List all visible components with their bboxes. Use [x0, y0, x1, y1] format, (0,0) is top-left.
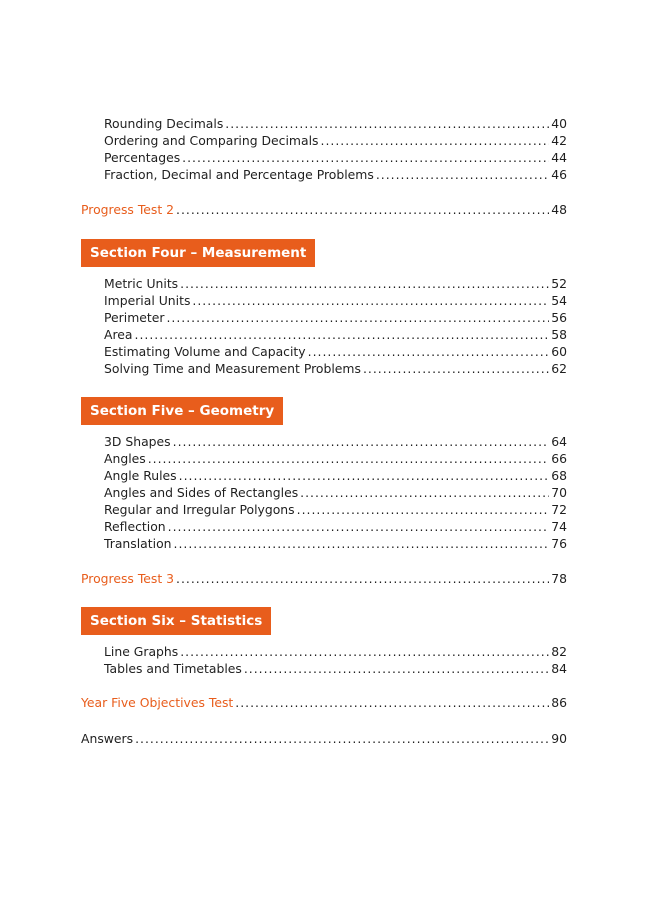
toc-entry-translation[interactable]: [104, 535, 567, 552]
toc-entry-page: 58: [551, 327, 567, 342]
toc-entry-title: Percentages: [104, 150, 181, 165]
toc-entry-title: Ordering and Comparing Decimals: [104, 133, 319, 148]
toc-entry-page: 86: [551, 695, 567, 710]
toc-entry-3d-shapes[interactable]: [104, 433, 567, 450]
toc-leader-dots: [225, 115, 549, 132]
toc-entry-page: 62: [551, 361, 567, 376]
toc-entry-title: Reflection: [104, 519, 166, 534]
toc-entry-polygons[interactable]: [104, 501, 567, 518]
toc-leader-dots: [135, 326, 550, 343]
toc-entry-page: 74: [551, 519, 567, 534]
toc-leader-dots: [176, 201, 549, 218]
toc-entry-page: 52: [551, 276, 567, 291]
toc-entry-title: Translation: [104, 536, 172, 551]
toc-entry-title: Metric Units: [104, 276, 179, 291]
toc-entry-perimeter[interactable]: [104, 309, 567, 326]
toc-entry-title: Angle Rules: [104, 468, 177, 483]
toc-entry-title: Progress Test 3: [81, 571, 175, 586]
toc-entry-metric-units[interactable]: [104, 275, 567, 292]
toc-entry-title: Solving Time and Measurement Problems: [104, 361, 361, 376]
toc-leader-dots: [173, 433, 550, 450]
toc-entry-title: Perimeter: [104, 310, 165, 325]
toc-entry-page: 54: [551, 293, 567, 308]
toc-entry-page: 46: [551, 167, 567, 182]
toc-entry-fdp-problems[interactable]: [104, 166, 567, 183]
toc-entry-page: 68: [551, 468, 567, 483]
toc-entry-progress-test-3[interactable]: [81, 570, 567, 587]
toc-entry-title: Progress Test 2: [81, 202, 175, 217]
toc-entry-page: 40: [551, 116, 567, 131]
toc-entry-page: 44: [551, 150, 567, 165]
toc-entry-title: Estimating Volume and Capacity: [104, 344, 306, 359]
toc-entry-page: 56: [551, 310, 567, 325]
toc-entry-page: 48: [551, 202, 567, 217]
toc-entry-percentages[interactable]: [104, 149, 567, 166]
toc-entry-ordering-decimals[interactable]: [104, 132, 567, 149]
toc-entry-page: 90: [551, 731, 567, 746]
toc-entry-page: 70: [551, 485, 567, 500]
toc-entry-page: 64: [551, 434, 567, 449]
toc-entry-answers[interactable]: [81, 730, 567, 747]
toc-entry-angles[interactable]: [104, 450, 567, 467]
toc-leader-dots: [235, 694, 549, 711]
toc-entry-page: 66: [551, 451, 567, 466]
toc-entry-imperial-units[interactable]: [104, 292, 567, 309]
toc-entry-title: Tables and Timetables: [104, 661, 242, 676]
toc-leader-dots: [176, 570, 549, 587]
toc-entry-title: Imperial Units: [104, 293, 191, 308]
toc-leader-dots: [182, 149, 549, 166]
toc-leader-dots: [308, 343, 550, 360]
toc-leader-dots: [363, 360, 549, 377]
toc-entry-line-graphs[interactable]: [104, 643, 567, 660]
toc-entry-progress-test-2[interactable]: [81, 201, 567, 218]
toc-entry-title: Angles and Sides of Rectangles: [104, 485, 299, 500]
toc-leader-dots: [180, 275, 549, 292]
toc-entry-tables-timetables[interactable]: [104, 660, 567, 677]
toc-leader-dots: [300, 484, 549, 501]
toc-leader-dots: [148, 450, 550, 467]
toc-entry-title: Rounding Decimals: [104, 116, 224, 131]
toc-leader-dots: [321, 132, 550, 149]
toc-entry-title: Area: [104, 327, 133, 342]
toc-entry-time-measurement[interactable]: [104, 360, 567, 377]
toc-entry-volume-capacity[interactable]: [104, 343, 567, 360]
toc-entry-page: 42: [551, 133, 567, 148]
toc-entry-area[interactable]: [104, 326, 567, 343]
toc-entry-rounding-decimals[interactable]: [104, 115, 567, 132]
toc-leader-dots: [135, 730, 549, 747]
toc-entry-title: Fraction, Decimal and Percentage Problems: [104, 167, 374, 182]
toc-entry-page: 72: [551, 502, 567, 517]
toc-entry-angles-rectangles[interactable]: [104, 484, 567, 501]
toc-entry-title: Line Graphs: [104, 644, 179, 659]
toc-entry-angle-rules[interactable]: [104, 467, 567, 484]
toc-entry-page: 82: [551, 644, 567, 659]
toc-leader-dots: [192, 292, 549, 309]
toc-entry-page: 60: [551, 344, 567, 359]
toc-entry-reflection[interactable]: [104, 518, 567, 535]
toc-entry-page: 78: [551, 571, 567, 586]
toc-leader-dots: [244, 660, 549, 677]
toc-leader-dots: [297, 501, 550, 518]
toc-entry-title: Angles: [104, 451, 146, 466]
toc-entry-title: Regular and Irregular Polygons: [104, 502, 295, 517]
section-header-measurement: Section Four – Measurement: [81, 239, 315, 267]
toc-leader-dots: [168, 518, 550, 535]
toc-entry-title: Year Five Objectives Test: [81, 695, 234, 710]
toc-leader-dots: [376, 166, 549, 183]
section-header-geometry: Section Five – Geometry: [81, 397, 283, 425]
toc-leader-dots: [180, 643, 549, 660]
toc-entry-title: 3D Shapes: [104, 434, 171, 449]
section-header-statistics: Section Six – Statistics: [81, 607, 271, 635]
toc-leader-dots: [179, 467, 550, 484]
toc-entry-title: Answers: [81, 731, 134, 746]
toc-entry-page: 84: [551, 661, 567, 676]
toc-leader-dots: [166, 309, 549, 326]
toc-entry-page: 76: [551, 536, 567, 551]
toc-leader-dots: [174, 535, 550, 552]
toc-entry-objectives-test[interactable]: [81, 694, 567, 711]
